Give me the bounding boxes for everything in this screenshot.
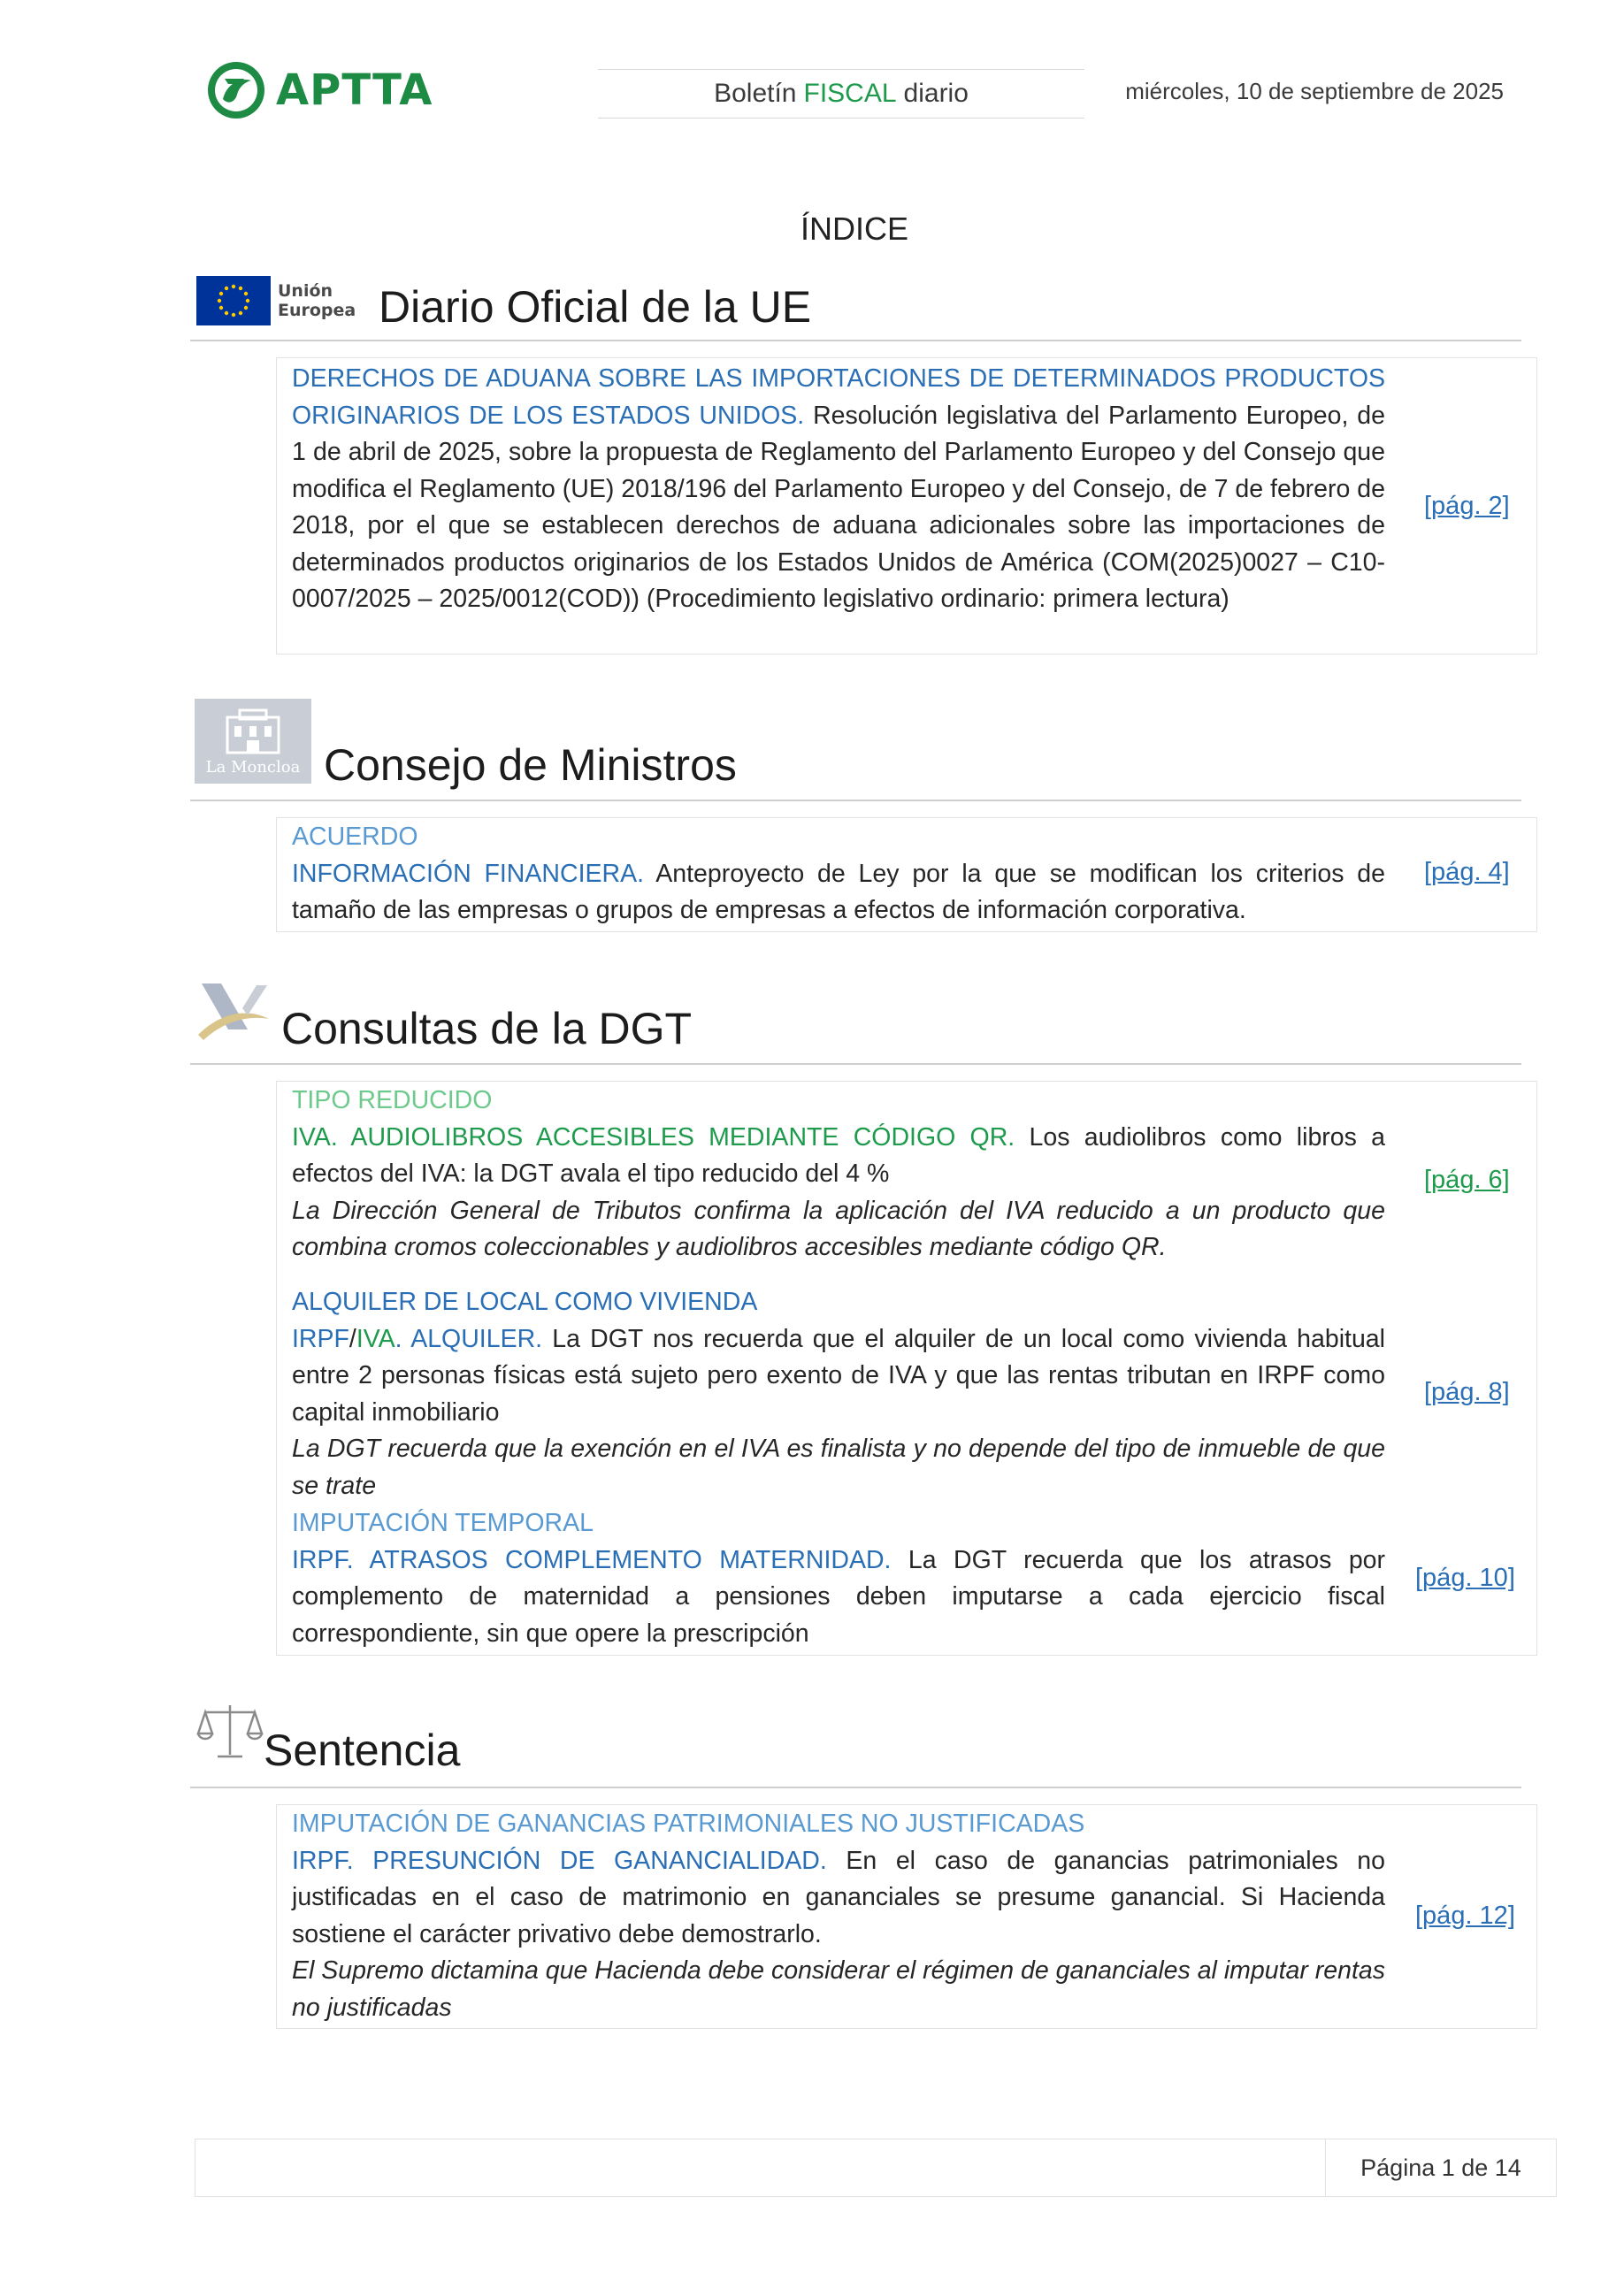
section-rule-dgt (190, 1063, 1521, 1065)
footer-divider (1325, 2139, 1326, 2197)
entry-dgt-2-lead-a: IRPF (292, 1324, 349, 1353)
page-link-ue[interactable]: [pág. 2] (1424, 492, 1510, 520)
entry-consejo-lead: INFORMACIÓN FINANCIERA. (292, 859, 645, 888)
entry-dgt-2-lead-b: IVA (356, 1324, 395, 1353)
entry-dgt-2-summary: La DGT recuerda que la exención en el IVA es finalista y no depende del tipo de inmueble de que se trate (292, 1435, 1385, 1500)
entry-sentencia-body: En el caso de ganancias patrimoniales no justificadas en el caso de matrimonio en gananciales se presume ganancial. Si Hacienda sostiene el carácter privativo debe demostrarlo. (292, 1846, 1385, 1948)
entry-dgt-2-category: ALQUILER DE LOCAL COMO VIVIENDA (292, 1288, 758, 1316)
eu-logo (196, 274, 364, 327)
scales-logo (196, 1700, 264, 1764)
bulletin-title-highlight: FISCAL (803, 79, 897, 108)
bulletin-title-post: diario (903, 79, 969, 108)
entry-dgt-1-summary: La Dirección General de Tributos confirma la aplicación del IVA reducido a un producto que combina cromos coleccionables y audiolibros accesibles mediante código QR. (292, 1196, 1385, 1261)
entry-sentencia-summary: El Supremo dictamina que Hacienda debe considerar el régimen de gananciales al imputar rentas no justificadas (292, 1956, 1385, 2022)
section-rule-sentencia (190, 1787, 1521, 1788)
entry-sentencia-category: IMPUTACIÓN DE GANANCIAS PATRIMONIALES NO JUSTIFICADAS (292, 1810, 1085, 1838)
entry-dgt-3-category: IMPUTACIÓN TEMPORAL (292, 1509, 594, 1537)
page-link-consejo[interactable]: [pág. 4] (1424, 858, 1510, 886)
eu-logo-line2: Europea (278, 301, 356, 320)
entry-sentencia-lead: IRPF. PRESUNCIÓN DE GANANCIALIDAD. (292, 1846, 827, 1875)
bulletin-date: miércoles, 10 de septiembre de 2025 (1125, 78, 1504, 104)
aptta-emblem-icon (205, 59, 267, 121)
entry-dgt-3 (292, 1505, 1385, 1652)
scales-of-justice-icon (196, 1700, 264, 1764)
entry-dgt-2 (292, 1284, 1385, 1504)
page-link-dgt-2[interactable]: [pág. 8] (1424, 1378, 1510, 1406)
section-title-dgt: Consultas de la DGT (281, 1004, 693, 1053)
section-rule-ue (190, 340, 1521, 341)
section-title-consejo: Consejo de Ministros (324, 740, 737, 790)
entry-ue-text (292, 361, 1385, 618)
eu-logo-line1: Unión (278, 281, 333, 301)
entry-dgt-2-body: La DGT nos recuerda que el alquiler de un local como vivienda habitual entre 2 personas físicas está sujeto pero exento de IVA y que las rentas tributan en IRPF como capital inmobiliario (292, 1324, 1385, 1427)
entry-dgt-2-lead-c: . ALQUILER. (395, 1324, 543, 1353)
entry-dgt-3-body: La DGT recuerda que los atrasos por complemento de maternidad a pensiones deben imputarse a cada ejercicio fiscal correspondiente, sin que opere la prescripción (292, 1545, 1386, 1648)
entry-consejo-body: Anteproyecto de Ley por la que se modifican los criterios de tamaño de las empresas o grupos de empresas a efectos de información corporativa. (292, 859, 1385, 924)
aeat-logo-icon (195, 976, 272, 1047)
bulletin-title-pre: Boletín (714, 79, 797, 108)
entry-dgt-1-category: TIPO REDUCIDO (292, 1086, 493, 1114)
page-link-dgt-1[interactable]: [pág. 6] (1424, 1166, 1510, 1194)
page-link-sentencia[interactable]: [pág. 12] (1415, 1902, 1515, 1930)
eu-flag-icon (196, 276, 271, 325)
entry-ue-body: Resolución legislativa del Parlamento Europeo, de 1 de abril de 2025, sobre la propuesta de Reglamento del Parlamento Europeo y del Consejo que modifica el Reglamento (UE) 2018/196 del Parlamento Europeo y del Consejo, de 7 de febrero de 2018, por el que se establecen derechos de aduana adicionales sobre las importaciones de determinados productos originarios de los Estados Unidos de América (COM(2025)0027 – C10-0007/2025 – 2025/0012(COD)) (Procedimiento legislativo ordinario: primera lectura) (292, 401, 1385, 613)
index-title: ÍNDICE (800, 210, 908, 247)
entry-ue-lead: DERECHOS DE ADUANA SOBRE LAS IMPORTACIONES DE DETERMINADOS PRODUCTOS ORIGINARIOS DE LOS ESTADOS UNIDOS. (292, 364, 1385, 430)
page-link-dgt-3[interactable]: [pág. 10] (1415, 1564, 1515, 1592)
entry-consejo-text (292, 819, 1385, 930)
page-number: Página 1 de 14 (1360, 2154, 1521, 2181)
moncloa-logo-text: La Moncloa (205, 758, 301, 777)
aptta-logo (205, 58, 471, 122)
aeat-logo (195, 976, 272, 1047)
section-title-sentencia: Sentencia (264, 1726, 461, 1775)
bulletin-title (598, 69, 1084, 119)
entry-dgt-1-lead: IVA. AUDIOLIBROS ACCESIBLES MEDIANTE CÓDIGO QR. (292, 1122, 1015, 1152)
section-title-ue: Diario Oficial de la UE (379, 282, 812, 332)
moncloa-building-icon (222, 708, 284, 754)
entry-consejo-category: ACUERDO (292, 823, 418, 851)
section-rule-consejo (190, 800, 1521, 801)
entry-dgt-1 (292, 1083, 1385, 1267)
entry-dgt-1-body: Los audiolibros como libros a efectos del IVA: la DGT avala el tipo reducido del 4 % (292, 1122, 1386, 1188)
entry-dgt-3-lead: IRPF. ATRASOS COMPLEMENTO MATERNIDAD. (292, 1545, 892, 1574)
moncloa-logo (195, 699, 311, 784)
entry-sentencia-text (292, 1806, 1385, 2026)
entry-dgt-2-lead-sep: / (349, 1324, 356, 1353)
logo-text: APTTA (276, 65, 433, 115)
